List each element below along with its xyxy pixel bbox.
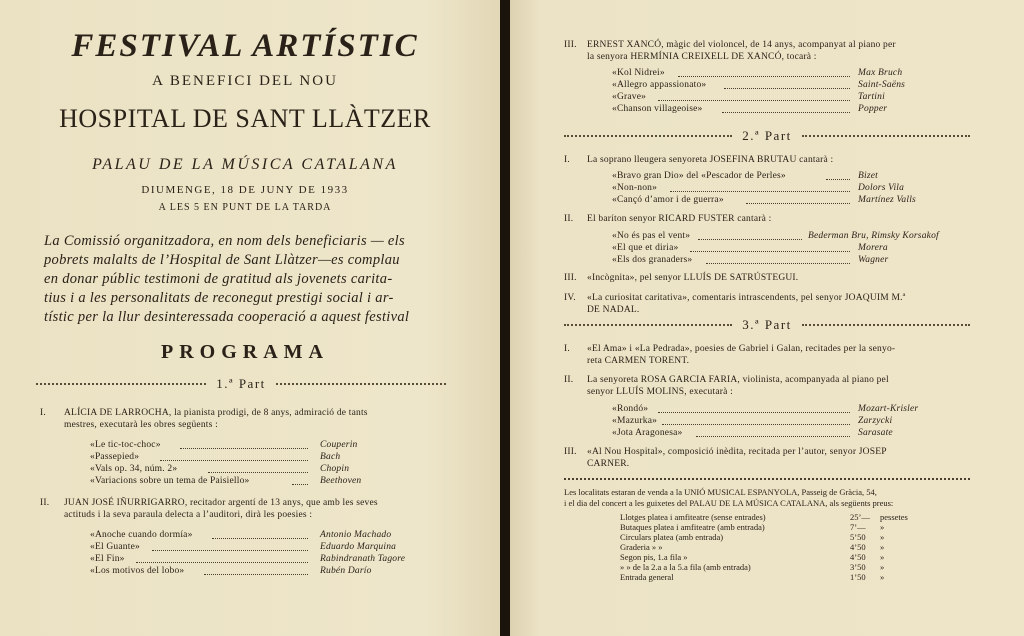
piece-title: «Chanson villageoise» [612,104,703,114]
item-numeral: III. [564,273,577,283]
price-value: 7’— [850,522,866,532]
right-page [510,0,1024,636]
piece-composer: Bederman Bru, Rimsky Korsakof [808,231,939,241]
item-description: mestres, executarà les obres següents : [64,420,218,430]
price-value: 4’50 [850,542,866,552]
benefit-subtitle: A BENEFICI DEL NOU [152,73,338,89]
price-value: 3’50 [850,562,866,572]
price-unit: » [880,552,885,562]
piece-title: «El Fin» [90,554,125,564]
piece-composer: Max Bruch [858,68,903,78]
price-label: Segon pis, 1.a fila » [620,552,688,562]
piece-composer: Beethoven [320,476,362,486]
item-description: «Al Nou Hospital», composició inèdita, recitada per l’autor, senyor JOSEP [587,447,887,457]
item-numeral: II. [564,214,574,224]
piece-title: «Kol Nidrei» [612,68,665,78]
piece-composer: Zarzycki [858,416,893,426]
piece-title: «Los motivos del lobo» [90,566,185,576]
item-description: «La curiositat caritativa», comentaris intrascendents, pel senyor JOAQUIM M.ª [587,293,906,303]
price-unit: » [880,522,885,532]
event-date: DIUMENGE, 18 DE JUNY DE 1933 [141,184,349,196]
piece-title: «Grave» [612,92,647,102]
item-description: CARNER. [587,459,630,469]
item-numeral: I. [564,344,570,354]
price-label: Llotges platea i amfiteatre (sense entrades) [620,512,766,522]
tickets-note: i el dia del concert a les guixetes del PALAU DE LA MÚSICA CATALANA, als següents preus: [564,498,894,508]
price-unit: » [880,572,885,582]
intro-line: La Comissió organitzadora, en nom dels beneficiaris — els [44,233,405,249]
venue: PALAU DE LA MÚSICA CATALANA [92,156,398,173]
left-page [0,0,500,636]
part-1-label: 1.ª Part [216,376,266,391]
item-numeral: III. [564,40,577,50]
piece-title: «Vals op. 34, núm. 2» [90,464,178,474]
item-numeral: III. [564,447,577,457]
item-description: La soprano lleugera senyoreta JOSEFINA BRUTAU cantarà : [587,155,834,165]
hospital-title: HOSPITAL DE SANT LLÀTZER [59,104,431,133]
piece-title: «Anoche cuando dormía» [90,530,193,540]
item-description: La senyoreta ROSA GARCIA FARIA, violinista, acompanyada al piano pel [587,375,889,385]
price-label: Butaques platea i amfiteatre (amb entrada) [620,522,765,532]
piece-title: «Mazurka» [612,416,658,426]
piece-title: «Jota Aragonesa» [612,428,683,438]
item-numeral: I. [40,408,46,418]
item-description: DE NADAL. [587,305,640,315]
price-label: Entrada general [620,572,674,582]
price-label: Circulars platea (amb entrada) [620,532,724,542]
item-description: «Incògnita», pel senyor LLUÍS DE SATRÚSTEGUI. [587,273,799,283]
piece-title: «Rondó» [612,404,649,414]
piece-composer: Popper [858,104,888,114]
piece-title: «El Guante» [90,542,140,552]
piece-composer: Sarasate [858,428,893,438]
piece-title: «No és pas el vent» [612,231,691,241]
piece-title: «Allegro appassionato» [612,80,707,90]
piece-composer: Wagner [858,255,889,265]
piece-title: «Variacions sobre un tema de Paisiello» [90,476,250,486]
item-numeral: IV. [564,293,576,303]
item-description: la senyora HERMÍNIA CREIXELL DE XANCÓ, tocarà : [587,52,817,62]
piece-title: «Els dos granaders» [612,255,693,265]
piece-title: «Passepied» [90,452,140,462]
price-value: 5’50 [850,532,866,542]
piece-composer: Mozart-Krisler [858,404,919,414]
price-unit: » [880,542,885,552]
event-time: A LES 5 EN PUNT DE LA TARDA [158,202,332,213]
piece-title: «Le tic-toc-choc» [90,440,161,450]
item-description: «El Ama» i «La Pedrada», poesies de Gabriel i Galan, recitades per la senyo- [587,344,896,354]
item-description: ERNEST XANCÓ, màgic del violoncel, de 14 anys, acompanyat al piano per [587,40,896,50]
price-unit: pessetes [880,512,908,522]
piece-title: «El que et diria» [612,243,679,253]
piece-composer: Bizet [858,171,878,181]
intro-line: en donar públic testimoni de gratitud als jovenets carita- [44,271,393,287]
part-3-divider [564,317,970,333]
intro-line: tístic per la llur desinteressada cooperació a aquest festival [44,309,410,325]
item-description: JUAN JOSÉ IÑURRIGARRO, recitador argentí de 13 anys, que amb les seves [64,498,378,508]
part-3-label: 3.ª Part [742,317,792,332]
item-description: actituds i la seva paraula delecta a l’auditori, dirà les poesies : [64,510,313,520]
item-description: El baríton senyor RICARD FUSTER cantarà : [587,214,772,224]
piece-composer: Rabindranath Tagore [320,554,406,564]
piece-title: «Cançó d’amor i de guerra» [612,195,724,205]
price-unit: » [880,562,885,572]
item-numeral: I. [564,155,570,165]
price-value: 1’50 [850,572,866,582]
price-unit: » [880,532,885,542]
piece-composer: Chopin [320,464,350,474]
piece-composer: Couperin [320,440,358,450]
tickets-note: Les localitats estaran de venda a la UNIÓ MUSICAL ESPANYOLA, Passeig de Gràcia, 54, [564,487,877,497]
intro-line: pobrets malalts de l’Hospital de Sant Llàtzer—es complau [44,252,400,268]
part-2-label: 2.ª Part [742,128,792,143]
item-numeral: II. [40,498,50,508]
part-2-divider [564,128,970,144]
programa-heading: PROGRAMA [161,341,329,363]
item-numeral: II. [564,375,574,385]
piece-composer: Dolors Vila [858,183,905,193]
festival-title: FESTIVAL ARTÍSTIC [71,28,419,64]
part-1-divider [36,376,446,392]
price-value: 4’50 [850,552,866,562]
piece-composer: Antonio Machado [320,530,392,540]
price-value: 25’— [850,512,870,522]
intro-line: tius i a les personalitats de reconegut prestigi social i ar- [44,290,394,306]
piece-composer: Saint-Saëns [858,80,906,90]
piece-composer: Bach [320,452,341,462]
piece-composer: Eduardo Marquina [320,542,397,552]
piece-composer: Rubén Darío [320,566,372,576]
book-gutter [500,0,510,636]
piece-composer: Morera [858,243,888,253]
item-description: reta CARMEN TORENT. [587,356,690,366]
price-label: » » de la 2.a a la 5.a fila (amb entrada) [620,562,751,572]
item-description: senyor LLUÍS MOLINS, executarà : [587,387,733,397]
piece-composer: Tartini [858,92,885,102]
piece-title: «Non-non» [612,183,658,193]
price-label: Graderia » » [620,542,663,552]
piece-title: «Bravo gran Dio» del «Pescador de Perles» [612,171,786,181]
piece-composer: Martínez Valls [858,195,916,205]
item-description: ALÍCIA DE LARROCHA, la pianista prodigi, de 8 anys, admiració de tants [64,408,368,418]
